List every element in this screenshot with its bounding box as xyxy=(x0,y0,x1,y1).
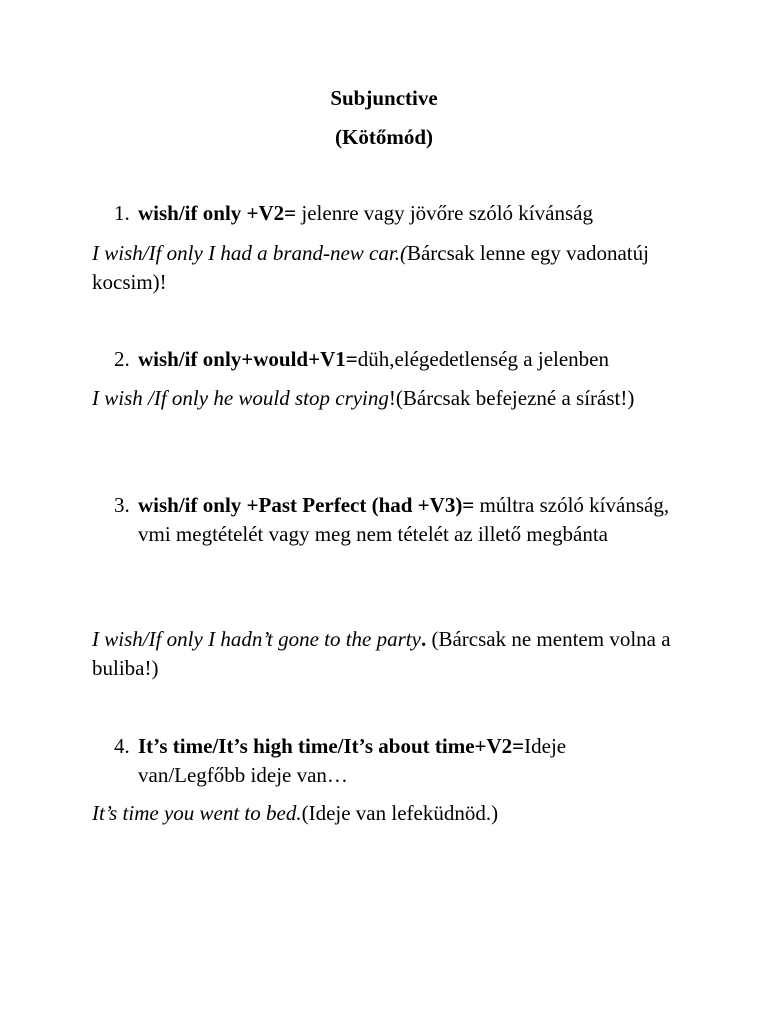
rule-meaning: múltra szóló kívánság, vmi megtételét vagy meg nem tételét az illető megbánta xyxy=(138,493,670,546)
list-item-3 xyxy=(114,491,674,549)
rule-meaning: düh,elégedetlenség a jelenben xyxy=(357,347,610,371)
example-english: I wish/If only I had a brand-new car.( xyxy=(92,241,407,265)
rule-meaning: jelenre vagy jövőre szóló kívánság xyxy=(296,201,593,225)
list-number: 4. xyxy=(114,734,130,758)
list-item-4 xyxy=(114,732,674,790)
example-3 xyxy=(92,625,674,683)
list-item-2 xyxy=(114,345,674,374)
example-english: It’s time you went to bed. xyxy=(92,801,302,825)
list-item-body xyxy=(138,732,674,790)
list-number: 3. xyxy=(114,493,130,517)
example-hungarian: !(Bárcsak befejezné a sírást!) xyxy=(388,386,635,410)
grammar-rule: wish/if only+would+V1= xyxy=(138,347,358,371)
example-hungarian: (Bárcsak ne mentem volna a buliba!) xyxy=(92,627,671,680)
example-2 xyxy=(92,384,674,413)
page-subtitle: (Kötőmód) xyxy=(335,125,433,149)
example-4 xyxy=(92,799,674,828)
grammar-rule: wish/if only +V2= xyxy=(138,201,297,225)
list-item-body xyxy=(138,345,674,374)
list-number: 2. xyxy=(114,347,130,371)
example-english: I wish /If only he would stop crying xyxy=(92,386,389,410)
grammar-rule: It’s time/It’s high time/It’s about time+V2= xyxy=(138,734,525,758)
example-1 xyxy=(92,239,674,297)
example-hungarian: Bárcsak lenne egy vadonatúj kocsim)! xyxy=(92,241,649,294)
list-item-1 xyxy=(114,199,674,228)
example-english: I wish/If only I hadn’t gone to the party xyxy=(92,627,421,651)
example-period: . xyxy=(420,627,427,651)
list-item-body xyxy=(138,491,674,549)
page-title: Subjunctive xyxy=(330,86,438,110)
grammar-rule: wish/if only +Past Perfect (had +V3)= xyxy=(138,493,475,517)
example-hungarian: (Ideje van lefeküdnöd.) xyxy=(301,801,499,825)
rule-meaning: Ideje van/Legfőbb ideje van… xyxy=(138,734,567,787)
list-number: 1. xyxy=(114,201,130,225)
list-item-body xyxy=(138,199,674,228)
